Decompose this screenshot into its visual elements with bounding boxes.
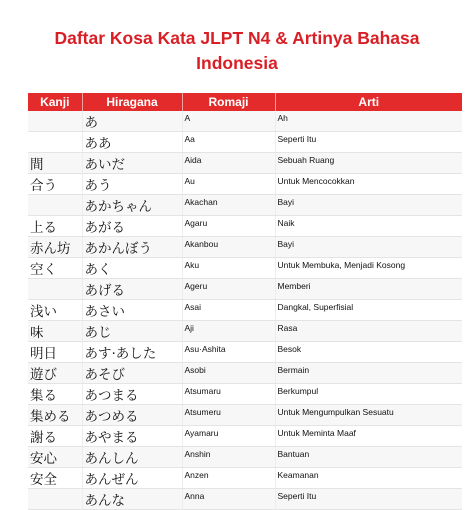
hiragana-cell: あそび xyxy=(82,363,182,384)
romaji-cell: Anshin xyxy=(182,447,275,468)
kanji-cell: 赤ん坊 xyxy=(28,237,82,258)
page-title xyxy=(0,26,474,76)
romaji-cell: Aku xyxy=(182,258,275,279)
vocabulary-table xyxy=(28,93,462,510)
table-row xyxy=(28,489,462,510)
kanji-cell: 安全 xyxy=(28,468,82,489)
kanji-cell: 集める xyxy=(28,405,82,426)
table-row xyxy=(28,363,462,384)
column-header-kanji: Kanji xyxy=(28,93,82,111)
arti-cell: Ah xyxy=(275,111,462,132)
kanji-cell: 味 xyxy=(28,321,82,342)
kanji-cell: 集る xyxy=(28,384,82,405)
hiragana-cell: あげる xyxy=(82,279,182,300)
arti-cell: Rasa xyxy=(275,321,462,342)
hiragana-cell: あ xyxy=(82,111,182,132)
kanji-cell xyxy=(28,132,82,153)
romaji-cell: Akachan xyxy=(182,195,275,216)
arti-cell: Seperti Itu xyxy=(275,132,462,153)
table-row xyxy=(28,426,462,447)
arti-cell: Untuk Membuka, Menjadi Kosong xyxy=(275,258,462,279)
romaji-cell: Ayamaru xyxy=(182,426,275,447)
romaji-cell: Au xyxy=(182,174,275,195)
table-row xyxy=(28,342,462,363)
table-row xyxy=(28,132,462,153)
table-row xyxy=(28,174,462,195)
romaji-cell: Atsumaru xyxy=(182,384,275,405)
kanji-cell: 浅い xyxy=(28,300,82,321)
arti-cell: Seperti Itu xyxy=(275,489,462,510)
arti-cell: Naik xyxy=(275,216,462,237)
table-row xyxy=(28,447,462,468)
kanji-cell: 間 xyxy=(28,153,82,174)
kanji-cell: 合う xyxy=(28,174,82,195)
column-header-arti: Arti xyxy=(275,93,462,111)
hiragana-cell: あいだ xyxy=(82,153,182,174)
hiragana-cell: あく xyxy=(82,258,182,279)
romaji-cell: Aji xyxy=(182,321,275,342)
romaji-cell: Agaru xyxy=(182,216,275,237)
romaji-cell: A xyxy=(182,111,275,132)
romaji-cell: Asai xyxy=(182,300,275,321)
kanji-cell: 謝る xyxy=(28,426,82,447)
hiragana-cell: あじ xyxy=(82,321,182,342)
table-header-row xyxy=(28,93,462,111)
table-row xyxy=(28,300,462,321)
hiragana-cell: ああ xyxy=(82,132,182,153)
column-header-hiragana: Hiragana xyxy=(82,93,182,111)
arti-cell: Bayi xyxy=(275,237,462,258)
romaji-cell: Anna xyxy=(182,489,275,510)
table-row xyxy=(28,468,462,489)
hiragana-cell: あさい xyxy=(82,300,182,321)
arti-cell: Berkumpul xyxy=(275,384,462,405)
kanji-cell xyxy=(28,195,82,216)
table-row xyxy=(28,195,462,216)
romaji-cell: Anzen xyxy=(182,468,275,489)
table-row xyxy=(28,384,462,405)
kanji-cell: 空く xyxy=(28,258,82,279)
hiragana-cell: あかちゃん xyxy=(82,195,182,216)
hiragana-cell: あす·あした xyxy=(82,342,182,363)
arti-cell: Untuk Mencocokkan xyxy=(275,174,462,195)
hiragana-cell: あかんぼう xyxy=(82,237,182,258)
hiragana-cell: あう xyxy=(82,174,182,195)
arti-cell: Bayi xyxy=(275,195,462,216)
kanji-cell: 遊び xyxy=(28,363,82,384)
table-row xyxy=(28,279,462,300)
title-line-1: Daftar Kosa Kata JLPT N4 & Artinya Bahasa xyxy=(54,28,420,48)
table-row xyxy=(28,405,462,426)
column-header-romaji: Romaji xyxy=(182,93,275,111)
romaji-cell: Aa xyxy=(182,132,275,153)
table-row xyxy=(28,321,462,342)
table-row xyxy=(28,258,462,279)
arti-cell: Besok xyxy=(275,342,462,363)
table-row xyxy=(28,153,462,174)
hiragana-cell: あんしん xyxy=(82,447,182,468)
romaji-cell: Ageru xyxy=(182,279,275,300)
kanji-cell: 明日 xyxy=(28,342,82,363)
arti-cell: Untuk Mengumpulkan Sesuatu xyxy=(275,405,462,426)
arti-cell: Bermain xyxy=(275,363,462,384)
hiragana-cell: あつまる xyxy=(82,384,182,405)
kanji-cell: 安心 xyxy=(28,447,82,468)
romaji-cell: Atsumeru xyxy=(182,405,275,426)
hiragana-cell: あがる xyxy=(82,216,182,237)
table-row xyxy=(28,237,462,258)
hiragana-cell: あやまる xyxy=(82,426,182,447)
romaji-cell: Aida xyxy=(182,153,275,174)
table-body xyxy=(28,111,462,510)
hiragana-cell: あつめる xyxy=(82,405,182,426)
arti-cell: Memberi xyxy=(275,279,462,300)
arti-cell: Bantuan xyxy=(275,447,462,468)
hiragana-cell: あんな xyxy=(82,489,182,510)
table-row xyxy=(28,111,462,132)
arti-cell: Sebuah Ruang xyxy=(275,153,462,174)
romaji-cell: Asobi xyxy=(182,363,275,384)
kanji-cell: 上る xyxy=(28,216,82,237)
arti-cell: Keamanan xyxy=(275,468,462,489)
kanji-cell xyxy=(28,111,82,132)
kanji-cell xyxy=(28,279,82,300)
table-row xyxy=(28,216,462,237)
hiragana-cell: あんぜん xyxy=(82,468,182,489)
kanji-cell xyxy=(28,489,82,510)
title-line-2: Indonesia xyxy=(196,53,278,73)
arti-cell: Dangkal, Superfisial xyxy=(275,300,462,321)
romaji-cell: Asu·Ashita xyxy=(182,342,275,363)
romaji-cell: Akanbou xyxy=(182,237,275,258)
arti-cell: Untuk Meminta Maaf xyxy=(275,426,462,447)
